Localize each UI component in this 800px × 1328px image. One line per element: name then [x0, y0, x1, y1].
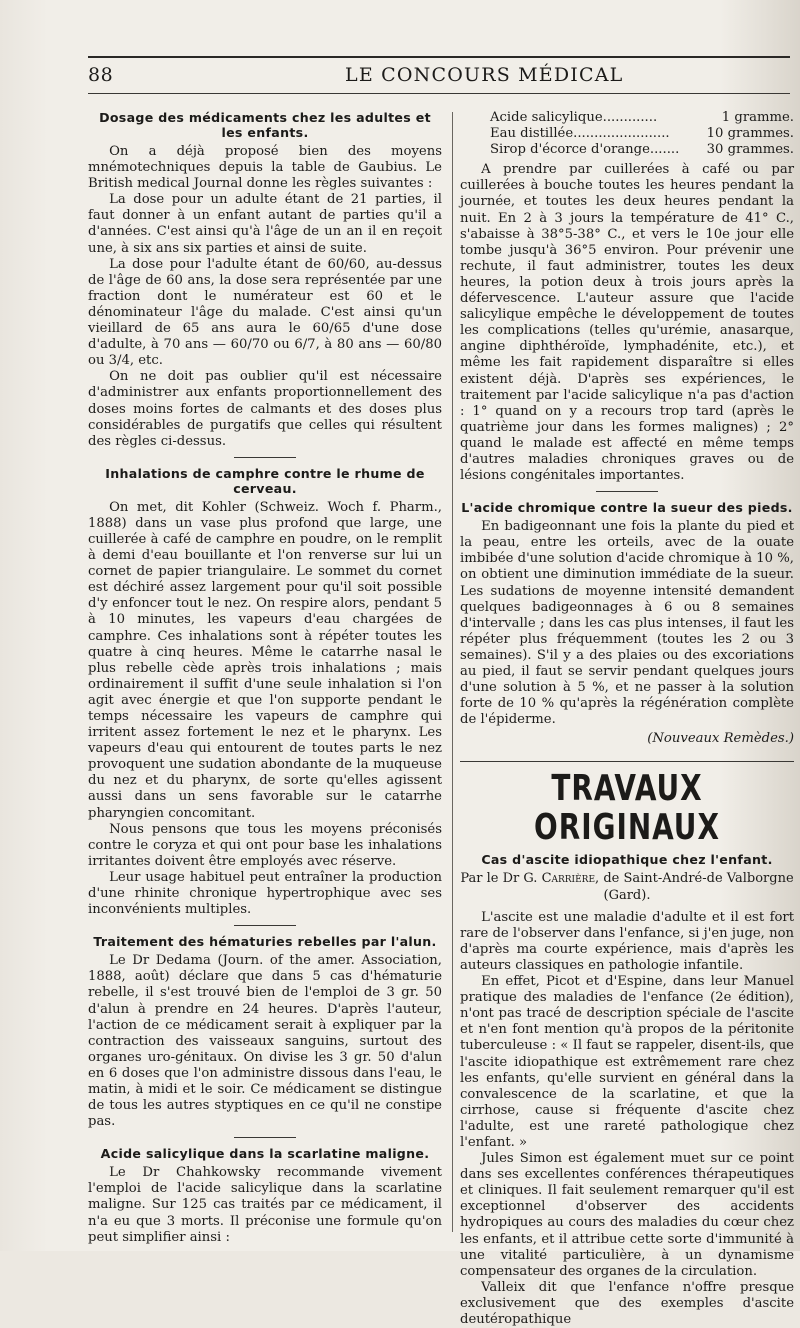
paragraph: La dose pour un adulte étant de 21 parties, il faut donner à un enfant autant de parties qu'il a d'années. C'est ainsi qu'à l'âge de un an il en reçoit une, à six ans six parties et ainsi de suite.: [88, 192, 442, 256]
section-title: TRAVAUX ORIGINAUX: [534, 768, 720, 849]
byline-prefix: Par le Dr G.: [460, 871, 538, 887]
formula-line: [460, 126, 794, 142]
left-column: [88, 110, 442, 1245]
source-citation: (Nouveaux Remèdes.): [647, 731, 794, 747]
paragraph: Leur usage habituel peut entraîner la production d'une rhinite chronique hypertrophique avec ses inconvénients multiples.: [88, 869, 442, 918]
formula-line: [460, 110, 794, 126]
paragraph: En badigeonnant une fois la plante du pied et la peau, entre les orteils, avec de la ouate imbibée d'une solution d'acide chromique à 10 %, on obtient une diminution immédiate de la sueur. Les sudations de moyenne intensité demandent quelques badigeonnages à 6 ou 8 semaines d'intervalle ; dans les cas plus intenses, il faut les répéter plus fréquemment (toutes les 2 ou 3 semaines). S'il y a des plaies ou des excoriations au pied, il faut se servir pendant quelques jours d'une solution à 5 %, et ne passer à la solution forte de 10 % qu'après la régénération complète de l'épiderme.: [460, 519, 794, 728]
article-heading: L'acide chromique contre la sueur des pieds.: [461, 500, 793, 516]
formula-line: [460, 142, 794, 158]
article-heading: Inhalations de camphre contre le rhume de cerveau.: [105, 465, 425, 496]
formula-quantity: 30 grammes.: [706, 142, 794, 158]
article-separator: [234, 925, 296, 926]
paragraph: Nous pensons que tous les moyens préconisés contre le coryza et qui ont pour base les inhalations irritantes doivent être employés avec réserve.: [88, 821, 442, 869]
paragraph: On a déjà proposé bien des moyens mnémotechniques depuis la table de Gaubius. Le British medical Journal donne les règles suivantes :: [88, 144, 442, 192]
section-rule: [460, 761, 794, 762]
author-byline: [460, 871, 794, 903]
running-title: LE CONCOURS MÉDICAL: [345, 64, 624, 86]
formula-ingredient: Eau distillée.......................: [490, 126, 670, 142]
paragraph: On met, dit Kohler (Schweiz. Woch f. Pharm., 1888) dans un vase plus profond que large, une cuillerée à café de camphre en poudre, on le remplit à demi d'eau bouillante et l'on renverse sur lui un cornet de papier triangulaire. Le sommet du cornet est déchiré assez largement pour qu'il soit possible d'y enfoncer tout le nez. On respire alors, pendant 5 à 10 minutes, les vapeurs d'eau chargées de camphre. Ces inhalations sont à répéter toutes les quatre à cinq heures. Même le catarrhe nasal le plus rebelle cède après trois inhalations ; mais ordinairement il suffit d'une seule inhalation si l'on agit avec énergie et que l'on supporte pendant le temps nécessaire les vapeurs de camphre qui irritent assez fortement le nez et le pharynx. Les vapeurs d'eau qui entourent de toutes parts le nez provoquent une sudation abondante de la muqueuse du nez et du pharynx, de sorte qu'elles agissent aussi dans un sens favorable sur le catarrhe pharyngien concomitant.: [88, 499, 442, 821]
column-divider: [452, 112, 453, 1232]
top-rule: [88, 56, 790, 58]
right-column: [460, 110, 794, 1327]
article-heading: Acide salicylique dans la scarlatine maligne.: [100, 1146, 430, 1162]
paragraph: Jules Simon est également muet sur ce point dans ses excellentes conférences thérapeutiques et cliniques. Il fait seulement remarquer qu'il est exceptionnel d'observer des accidents hydropiques au cours des maladies du cœur chez les enfants, et il attribue cette sorte d'immunité à une vitalité particulière, à un dynamisme compensateur des organes de la circulation.: [460, 1151, 794, 1279]
article-heading: Dosage des médicaments chez les adultes et les enfants.: [99, 110, 431, 140]
formula-quantity: 10 grammes.: [706, 126, 794, 142]
prescription-formula: [460, 110, 794, 158]
paragraph: Valleix dit que l'enfance n'offre presque exclusivement que des exemples d'ascite deutéropathique: [460, 1279, 794, 1327]
article-separator: [596, 491, 658, 492]
author-place: de Saint-André-de Valborgne (Gard).: [603, 871, 794, 903]
page-number: 88: [88, 64, 114, 86]
article-heading: Traitement des hématuries rebelles par l'alun.: [93, 934, 437, 950]
paragraph: Le Dr Dedama (Journ. of the amer. Association, 1888, août) déclare que dans 5 cas d'hématurie rebelle, il s'est trouvé bien de l'emploi de 3 gr. 50 d'alun à prendre en 24 heures. D'après l'auteur, l'action de ce médicament serait à expliquer par la contraction des vaisseaux sanguins, surtout des organes uro-génitaux. On divise les 3 gr. 50 d'alun en 6 doses que l'on administre dissous dans l'eau, le matin, à midi et le soir. Ce médicament se distingue de tous les autres styptiques en ce qu'il ne constipe pas.: [88, 953, 442, 1130]
paragraph: En effet, Picot et d'Espine, dans leur Manuel pratique des maladies de l'enfance (2e édition), n'ont pas tracé de description spéciale de l'ascite et n'en font mention qu'à propos de la péritonite tuberculeuse : « Il faut se rappeler, disent-ils, que l'ascite idiopathique est extrêmement rare chez les enfants, qu'elle survient en général dans la convalescence de la scarlatine, et que la cirrhose, cause si fréquente d'ascite chez l'adulte, est une rareté pathologique chez l'enfant. »: [460, 974, 794, 1150]
header-rule: [88, 93, 790, 94]
article-heading: Cas d'ascite idiopathique chez l'enfant.: [481, 852, 773, 868]
paragraph: Le Dr Chahkowsky recommande vivement l'emploi de l'acide salicylique dans la scarlatine maligne. Sur 125 cas traités par ce médicament, il n'a eu que 3 morts. Il préconise une formule qu'on peut simplifier ainsi :: [88, 1165, 442, 1245]
paragraph: La dose pour l'adulte étant de 60/60, au-dessus de l'âge de 60 ans, la dose sera représentée par une fraction dont le numérateur est 60 et le dénominateur l'âge du malade. C'est ainsi qu'un vieillard de 65 ans aura le 60/65 d'une dose d'adulte, à 70 ans — 60/70 ou 6/7, à 80 ans — 60/80 ou 3/4, etc.: [88, 256, 442, 369]
formula-ingredient: Acide salicylique.............: [490, 110, 658, 125]
paragraph: On ne doit pas oublier qu'il est nécessaire d'administrer aux enfants proportionnellement des doses moins fortes de calmants et des doses plus considérables de purgatifs que celles qui résultent des règles ci-dessus.: [88, 369, 442, 449]
article-separator: [234, 1137, 296, 1138]
formula-quantity: 1 gramme.: [721, 110, 794, 125]
formula-ingredient: Sirop d'écorce d'orange.......: [490, 142, 680, 158]
paragraph: L'ascite est une maladie d'adulte et il est fort rare de l'observer dans l'enfance, si j'en juge, non d'après ma courte expérience, mais d'après les auteurs classiques en pathologie infantile.: [460, 909, 794, 973]
article-separator: [234, 457, 296, 458]
author-name: Carrière,: [541, 871, 600, 887]
paragraph: A prendre par cuillerées à café ou par cuillerées à bouche toutes les heures pendant la journée, et toutes les deux heures pendant la nuit. En 2 à 3 jours la température de 41° C., s'abaisse à 38°5-38° C., et vers le 10e jour elle tombe jusqu'à 36°5 environ. Pour prévenir une rechute, il faut administrer, toutes les deux heures, la potion deux à trois jours après la défervescence. L'auteur assure que l'acide salicylique empêche le développement de toutes les complications (telles qu'urémie, anasarque, angine diphthéroïde, lymphadénite, etc.), et même les fait rapidement disparaître si elles existent déjà. D'après ses expériences, le traitement par l'acide salicylique n'a pas d'action : 1° quand on y a recours trop tard (après le quatrième jour dans les formes malignes) ; 2° quand le malade est affecté en même temps d'autres maladies chroniques graves ou de lésions congénitales importantes.: [460, 162, 794, 484]
